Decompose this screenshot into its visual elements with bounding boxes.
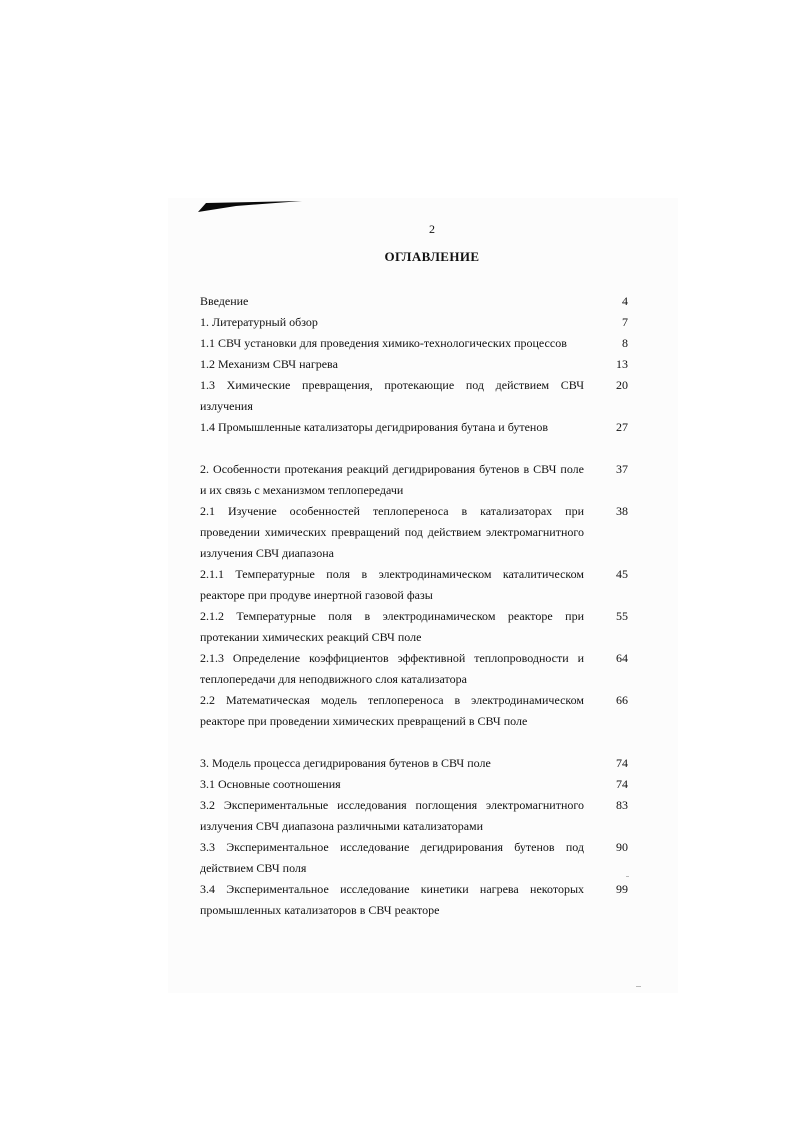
toc-entry[interactable] bbox=[200, 648, 632, 690]
toc-entry[interactable] bbox=[200, 795, 632, 837]
table-of-contents bbox=[200, 291, 632, 921]
toc-entry-title: 3.4 Экспериментальное исследование кинетики нагрева некоторых промышленных катализаторов в СВЧ реакторе bbox=[200, 882, 584, 917]
toc-entry-title: 1.3 Химические превращения, протекающие под действием СВЧ излучения bbox=[200, 378, 584, 413]
toc-entry-title: 3.3 Экспериментальное исследование дегидрирования бутенов под действием СВЧ поля bbox=[200, 840, 584, 875]
toc-entry[interactable] bbox=[200, 879, 632, 921]
toc-entry-page: 4 bbox=[622, 294, 628, 308]
toc-entry-page: 74 bbox=[616, 777, 628, 791]
toc-entry-title: 3.2 Экспериментальные исследования поглощения электромагнитного излучения СВЧ диапазона различными катализаторами bbox=[200, 798, 584, 833]
toc-entry-title: Введение bbox=[200, 294, 249, 308]
toc-entry[interactable] bbox=[200, 354, 632, 375]
toc-entry-title: 1.4 Промышленные катализаторы дегидрирования бутана и бутенов bbox=[200, 420, 549, 434]
toc-entry-title: 1.1 СВЧ установки для проведения химико-технологических процессов bbox=[200, 336, 567, 350]
scan-speck bbox=[636, 986, 641, 987]
toc-entry[interactable] bbox=[200, 690, 632, 732]
toc-entry-page: 8 bbox=[622, 336, 628, 350]
toc-entry-title: 3. Модель процесса дегидрирования бутенов в СВЧ поле bbox=[200, 756, 491, 770]
toc-entry-title: 3.1 Основные соотношения bbox=[200, 777, 341, 791]
toc-entry[interactable] bbox=[200, 753, 632, 774]
page-title: ОГЛАВЛЕНИЕ bbox=[384, 249, 480, 264]
toc-entry[interactable] bbox=[200, 333, 632, 354]
toc-entry-page: 13 bbox=[616, 357, 628, 371]
toc-entry[interactable] bbox=[200, 417, 632, 438]
toc-entry[interactable] bbox=[200, 501, 632, 564]
toc-entry-page: 7 bbox=[622, 315, 628, 329]
scan-speck bbox=[626, 876, 629, 877]
section-spacer bbox=[200, 732, 632, 753]
toc-entry-page: 66 bbox=[616, 693, 628, 707]
toc-entry[interactable] bbox=[200, 774, 632, 795]
toc-entry-page: 27 bbox=[616, 420, 628, 434]
toc-entry-title: 2.1.3 Определение коэффициентов эффективной теплопроводности и теплопередачи для неподвижного слоя катализатора bbox=[200, 651, 584, 686]
toc-entry-title: 2. Особенности протекания реакций дегидрирования бутенов в СВЧ поле и их связь с механизмом теплопередачи bbox=[200, 462, 584, 497]
toc-entry-page: 38 bbox=[616, 504, 628, 518]
page-number: 2 bbox=[429, 222, 435, 236]
toc-entry-page: 20 bbox=[616, 378, 628, 392]
toc-entry-title: 2.1.2 Температурные поля в электродинамическом реакторе при протекании химических реакций СВЧ поле bbox=[200, 609, 584, 644]
toc-entry[interactable] bbox=[200, 312, 632, 333]
section-spacer bbox=[200, 438, 632, 459]
toc-entry-title: 1. Литературный обзор bbox=[200, 315, 318, 329]
toc-entry-title: 2.1.1 Температурные поля в электродинамическом каталитическом реакторе при продуве инертной газовой фазы bbox=[200, 567, 584, 602]
toc-entry-page: 83 bbox=[616, 798, 628, 812]
toc-entry-title: 2.2 Математическая модель теплопереноса в электродинамическом реакторе при проведении химических превращений в СВЧ поле bbox=[200, 693, 584, 728]
toc-entry-page: 55 bbox=[616, 609, 628, 623]
toc-entry[interactable] bbox=[200, 606, 632, 648]
toc-entry-title: 2.1 Изучение особенностей теплопереноса в катализаторах при проведении химических превращений под действием электромагнитного излучения СВЧ диапазона bbox=[200, 504, 584, 560]
scan-artifact-mark bbox=[196, 201, 304, 213]
toc-entry-page: 45 bbox=[616, 567, 628, 581]
toc-entry[interactable] bbox=[200, 375, 632, 417]
toc-entry-title: 1.2 Механизм СВЧ нагрева bbox=[200, 357, 338, 371]
toc-entry-page: 37 bbox=[616, 462, 628, 476]
toc-entry-page: 90 bbox=[616, 840, 628, 854]
toc-entry-page: 64 bbox=[616, 651, 628, 665]
toc-entry[interactable] bbox=[200, 564, 632, 606]
toc-entry[interactable] bbox=[200, 291, 632, 312]
toc-entry-page: 74 bbox=[616, 756, 628, 770]
toc-entry-page: 99 bbox=[616, 882, 628, 896]
toc-entry[interactable] bbox=[200, 459, 632, 501]
toc-entry[interactable] bbox=[200, 837, 632, 879]
